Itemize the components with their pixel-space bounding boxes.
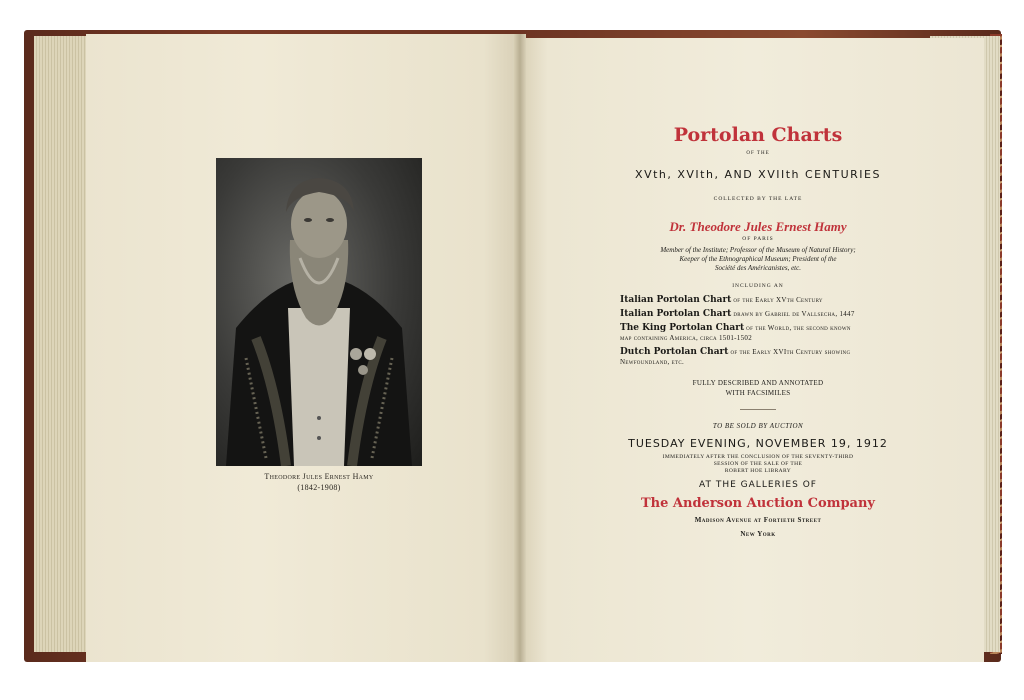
divider-rule: [740, 409, 776, 410]
page-edges-left: [34, 36, 94, 652]
item-detail: of the World, the second known: [744, 324, 851, 332]
caption-name: Theodore Jules Ernest Hamy: [264, 472, 374, 481]
member-line-1: Member of the Institute; Professor of the Museum of Natural History;: [660, 246, 856, 254]
list-item: [620, 323, 890, 343]
session-line-1: IMMEDIATELY AFTER THE CONCLUSION OF THE SEVENTY-THIRD: [662, 454, 854, 460]
item-title: Dutch Portolan Chart: [620, 347, 729, 357]
page-title: Portolan Charts: [673, 124, 843, 146]
portrait-caption: [216, 471, 422, 493]
to-be-sold-line: TO BE SOLD BY AUCTION: [712, 422, 804, 430]
address-line: Madison Avenue at Fortieth Street: [694, 516, 822, 524]
description-note: [560, 378, 956, 398]
session-note: [560, 454, 956, 475]
item-detail: drawn by Gabriel de Vallsecha, 1447: [731, 310, 855, 318]
collector-name: Dr. Theodore Jules Ernest Hamy: [669, 219, 847, 234]
book-gutter: [514, 34, 526, 662]
item-title: The King Portolan Chart: [620, 323, 745, 333]
item-detail-2: map containing America, circa 1501-1502: [620, 334, 752, 342]
member-line-3: Société des Américanistes, etc.: [715, 264, 801, 272]
item-title: Italian Portolan Chart: [620, 309, 732, 319]
list-item: [620, 347, 890, 367]
galleries-line: AT THE GALLERIES OF: [699, 480, 817, 490]
fully-line-2: WITH FACSIMILES: [725, 389, 791, 397]
item-detail-2: Newfoundland, etc.: [620, 358, 685, 366]
caption-dates: (1842-1908): [297, 483, 341, 492]
item-detail: of the Early XVIth Century showing: [728, 348, 851, 356]
portrait-photograph: [216, 158, 422, 466]
session-line-2: SESSION OF THE SALE OF THE: [713, 461, 803, 467]
fully-line-1: FULLY DESCRIBED AND ANNOTATED: [692, 379, 824, 387]
list-item: [620, 309, 890, 319]
including-line: INCLUDING AN: [732, 283, 784, 289]
chart-list: [620, 295, 890, 371]
centuries-line: XVth, XVIth, AND XVIIth CENTURIES: [635, 168, 881, 181]
collector-titles: [560, 246, 956, 273]
sale-date: TUESDAY EVENING, NOVEMBER 19, 1912: [628, 437, 888, 450]
collected-line: COLLECTED BY THE LATE: [713, 196, 803, 202]
of-the-line: OF THE: [746, 151, 770, 156]
list-item: [620, 295, 890, 305]
company-name: The Anderson Auction Company: [641, 496, 875, 511]
session-line-3: ROBERT HOE LIBRARY: [724, 468, 792, 474]
of-paris-line: OF PARIS: [742, 236, 774, 242]
item-title: Italian Portolan Chart: [620, 295, 732, 305]
item-detail: of the Early XVth Century: [731, 296, 823, 304]
member-line-2: Keeper of the Ethnographical Museum; President of the: [679, 255, 837, 263]
city-line: New York: [740, 530, 776, 538]
